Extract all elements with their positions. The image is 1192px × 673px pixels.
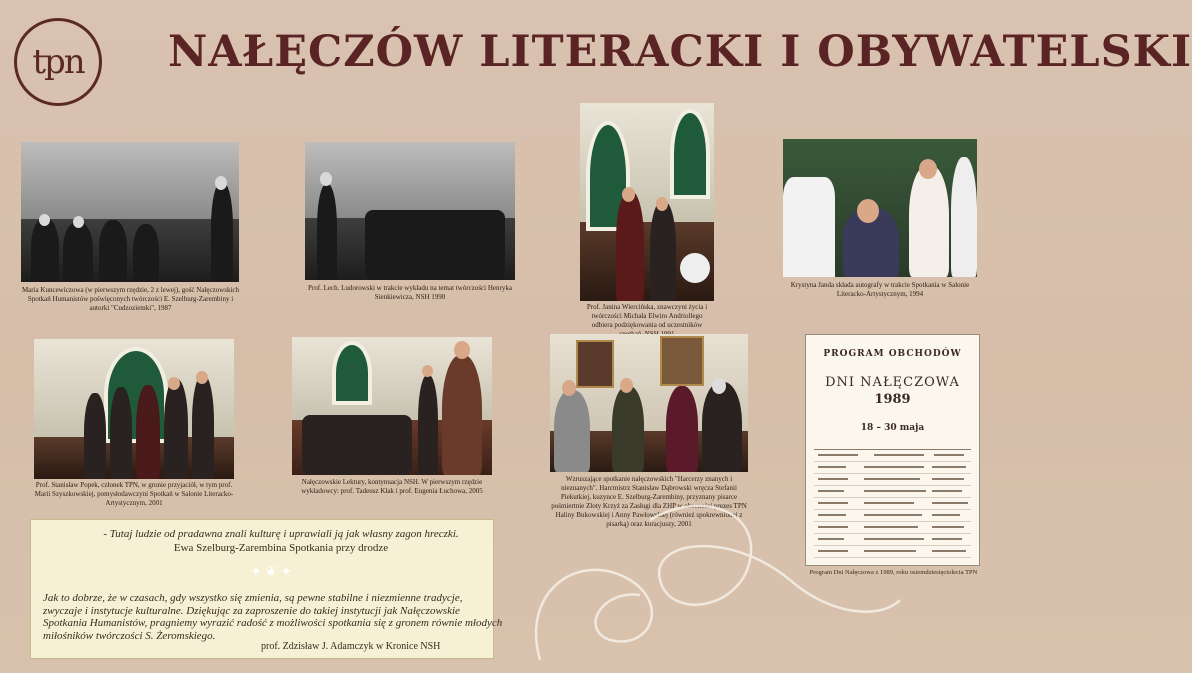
ornament-divider: ✦ ❦ ✦ <box>249 565 293 580</box>
photo-janda <box>783 139 977 277</box>
epigraph-quote: - Tutaj ludzie od pradawna znali kulturę i uprawiali ją jak własny zagon hreczki. <box>103 528 459 540</box>
quote-panel <box>30 519 503 659</box>
photo-harcerze <box>550 334 748 472</box>
program-dates: 18 – 30 maja <box>860 423 925 433</box>
quote-body: Jak to dobrze, że w czasach, gdy wszystko się zmienia, są pewne stabilne i niezmienne tradycje, zwyczaje i instytucje kulturalne. Dziękując za zaproszenie do takiej instytucji jak Nałęczowskie Spotkania Humanistów, pragniemy wyrazić radość z możliwości spotkania się z gronem równie młodych miłośników twórczości S. Żeromskiego. <box>43 592 503 642</box>
caption-photo-4: Krystyna Janda składa autografy w trakcie Spotkania w Salonie Literacko-Artystycznym, 1994 <box>790 281 970 298</box>
program-year: 1989 <box>874 392 911 407</box>
photo-kuncewiczowa <box>21 142 239 282</box>
program-schedule-table <box>814 449 971 560</box>
caption-photo-2: Prof. Lech. Ludorowski w trakcie wykładu na temat twórczości Henryka Sienkiewicza, NSH 1990 <box>308 284 512 301</box>
caption-photo-5: Prof. Stanisław Popek, członek TPN, w gronie przyjaciół, w tym prof. Marii Szyszkowskiej, pomysłodawczyni Spotkań w Salonie Literacko-Artystycznym, 2001 <box>34 481 234 507</box>
caption-photo-7: Wzruszające spotkanie nałęczowskich "Harcerzy znanych i nieznanych". Harcmistrz Stanisław Dąbrowski wręcza Stefanii Piekutkiej, kuzynce E. Szelburg-Zarembiny, przyznany pisarce pośmiertnie Złoty Krzyż za Zasługi dla ZHP w obecności prezes TPN Haliny Bukowskiej i Anny Pawłowskiej (również spokrewnionej z pisarką) oraz kuracjuszy, 2001 <box>551 475 747 528</box>
program-document <box>805 334 980 566</box>
photo-wiercinska <box>580 103 714 301</box>
photo-lektury <box>292 337 492 475</box>
logo-text: tpn <box>32 42 84 82</box>
caption-program: Program Dni Nałęczowa z 1989, roku osiemdziesięciolecia TPN <box>809 569 978 576</box>
program-subtitle: DNI NAŁĘCZOWA <box>825 375 960 390</box>
photo-popek <box>34 339 234 479</box>
caption-photo-1: Maria Kuncewiczowa (w pierwszym rzędzie, 2 z lewej), gość Nałęczowskich Spotkań Humanistów poświęconych twórczości E. Szelburg-Zarembiny i autorki "Cudzoziemki", 1987 <box>21 286 240 312</box>
quote-author: prof. Zdzisław J. Adamczyk w Kronice NSH <box>261 641 441 652</box>
epigraph-source: Ewa Szelburg-Zarembina Spotkania przy drodze <box>173 542 389 554</box>
caption-photo-3: Prof. Janina Wiercińska, znawczyni życia i twórczości Michała Elwiro Andriollego odbiera podziękowania od uczestników <box>586 303 708 329</box>
photo-ludorowski <box>305 142 515 280</box>
tpn-logo <box>14 18 102 106</box>
program-title: PROGRAM OBCHODÓW <box>823 349 962 359</box>
caption-photo-6: Nałęczowskie Lektury, kontynuacja NSH. W pierwszym rzędzie wykładowcy: prof. Tadeusz Kłak i prof. Eugenia Łuchowa, 2005 <box>301 478 483 495</box>
page-title: NAŁĘCZÓW LITERACKI I OBYWATELSKI <box>168 27 1192 77</box>
